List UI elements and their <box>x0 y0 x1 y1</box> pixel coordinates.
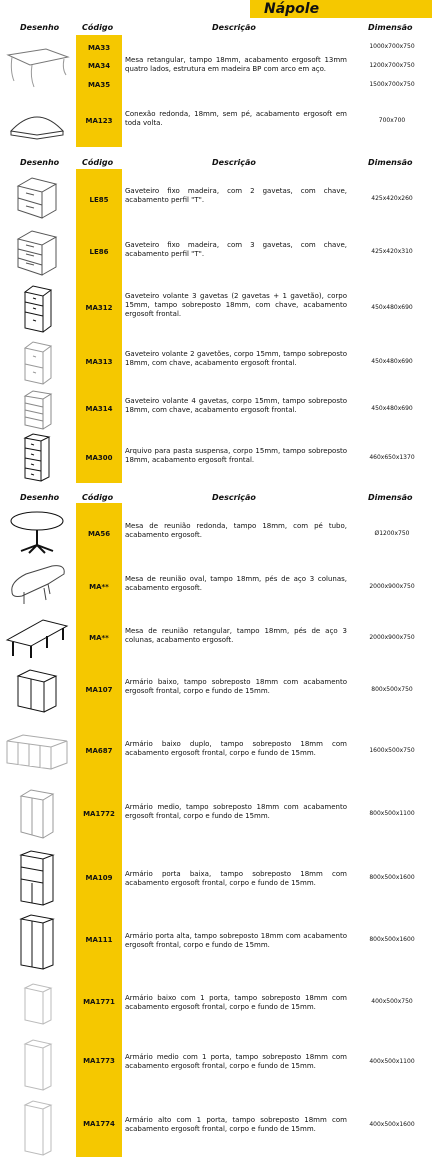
table-row <box>0 612 432 662</box>
table-row <box>0 172 432 224</box>
medium-cabinet-icon <box>2 786 72 842</box>
product-description: Armário porta alta, tampo sobreposto 18mm com acabamento ergosoft frontal, corpo e fundo de 15mm. <box>125 932 347 949</box>
table-row <box>0 912 432 972</box>
product-description: Mesa de reunião retangular, tampo 18mm, pés de aço 3 colunas, acabamento ergosoft. <box>125 627 347 644</box>
table-row <box>0 560 432 610</box>
mobile-pedestal-2-icon <box>2 340 72 386</box>
header-code: Código <box>82 23 114 32</box>
product-code: MA300 <box>85 454 113 462</box>
product-code: MA314 <box>85 405 113 413</box>
header-drawing: Desenho <box>20 158 60 167</box>
tall-cabinet-icon <box>2 912 72 972</box>
rectangular-desk-icon <box>2 40 72 92</box>
table-row <box>0 1034 432 1094</box>
header-description: Descrição <box>212 23 256 32</box>
table-row <box>0 664 432 718</box>
table-row <box>0 389 432 431</box>
product-code: MA109 <box>85 874 113 882</box>
product-code: LE85 <box>89 196 109 204</box>
product-description: Gaveteiro fixo madeira, com 3 gavetas, com chave, acabamento perfil "T". <box>125 241 347 258</box>
product-dimension: 800x500x750 <box>371 686 413 693</box>
oval-table-icon <box>2 562 72 608</box>
table-row <box>0 846 432 910</box>
product-dimension: 800x500x1100 <box>369 810 415 817</box>
product-code: MA313 <box>85 358 113 366</box>
product-code: MA** <box>89 583 109 591</box>
header-description: Descrição <box>212 158 256 167</box>
table-row <box>0 338 432 388</box>
product-dimension: 425x420x260 <box>371 195 413 202</box>
header-dimension: Dimensão <box>368 158 413 167</box>
product-description: Armário medio, tampo sobreposto 18mm com acabamento ergosoft frontal, corpo e fundo de 15mm. <box>125 803 347 820</box>
header-drawing: Desenho <box>20 493 60 502</box>
product-dimension: 1200x700x750 <box>369 62 415 69</box>
table-header <box>0 155 432 169</box>
product-description: Mesa de reunião oval, tampo 18mm, pés de aço 3 colunas, acabamento ergosoft. <box>125 575 347 592</box>
product-code: MA1771 <box>83 998 115 1006</box>
product-code: MA56 <box>87 530 111 538</box>
table-row <box>0 226 432 280</box>
product-dimension: 400x500x750 <box>371 998 413 1005</box>
product-dimension: 2000x900x750 <box>369 634 415 641</box>
header-code: Código <box>82 493 114 502</box>
product-dimension: 460x650x1370 <box>369 454 415 461</box>
product-dimension: 800x500x1600 <box>369 936 415 943</box>
product-description: Gaveteiro volante 4 gavetas, corpo 15mm, tampo sobreposto 18mm, com chave, acabamento ergosoft frontal. <box>125 397 347 414</box>
page-title: Nápole <box>250 0 432 18</box>
product-description: Armário medio com 1 porta, tampo sobreposto 18mm com acabamento ergosoft frontal, corpo e fundo de 15mm. <box>125 1053 347 1070</box>
product-dimension: 425x420x310 <box>371 248 413 255</box>
header-dimension: Dimensão <box>368 493 413 502</box>
table-row <box>0 432 432 482</box>
product-dimension: 450x480x690 <box>371 405 413 412</box>
product-dimension: 450x480x690 <box>371 304 413 311</box>
header-drawing: Desenho <box>20 23 60 32</box>
product-description: Armário baixo com 1 porta, tampo sobreposto 18mm com acabamento ergosoft frontal, corpo e fundo de 15mm. <box>125 994 347 1011</box>
double-low-cabinet-icon <box>2 724 72 778</box>
product-code: MA1772 <box>83 810 115 818</box>
product-dimension: 700x700 <box>378 117 406 124</box>
product-code: MA107 <box>85 686 113 694</box>
product-dimension: 400x500x1600 <box>369 1121 415 1128</box>
product-code: MA34 <box>87 62 111 70</box>
table-row <box>0 722 432 780</box>
header-description: Descrição <box>212 493 256 502</box>
product-description: Armário baixo duplo, tampo sobreposto 18mm com acabamento ergosoft frontal, corpo e fundo de 15mm. <box>125 740 347 757</box>
product-code: MA1773 <box>83 1057 115 1065</box>
table-header <box>0 490 432 504</box>
product-code: MA312 <box>85 304 113 312</box>
product-description: Armário alto com 1 porta, tampo sobreposto 18mm com acabamento ergosoft frontal, corpo e fundo de 15mm. <box>125 1116 347 1133</box>
product-description: Gaveteiro fixo madeira, com 2 gavetas, com chave, acabamento perfil "T". <box>125 187 347 204</box>
drawer-3-icon <box>2 228 72 278</box>
table-row <box>0 36 432 96</box>
product-dimension: 1000x700x750 <box>369 43 415 50</box>
table-row <box>0 976 432 1030</box>
mobile-pedestal-3-icon <box>2 284 72 334</box>
product-description: Gaveteiro volante 2 gavetões, corpo 15mm, tampo sobreposto 18mm, com chave, acabamento ergosoft frontal. <box>125 350 347 367</box>
corner-connector-icon <box>2 102 72 144</box>
product-dimension: Ø1200x750 <box>374 530 410 537</box>
product-code: MA** <box>89 634 109 642</box>
product-code: MA123 <box>85 117 113 125</box>
product-code: MA35 <box>87 81 111 89</box>
rect-meeting-table-icon <box>2 614 72 660</box>
table-row <box>0 282 432 336</box>
table-row <box>0 1098 432 1158</box>
header-code: Código <box>82 158 114 167</box>
medium-1door-cabinet-icon <box>2 1034 72 1094</box>
product-description: Armário porta baixa, tampo sobreposto 18mm com acabamento ergosoft frontal, corpo e fundo de 15mm. <box>125 870 347 887</box>
low-cabinet-icon <box>2 666 72 716</box>
product-description: Mesa de reunião redonda, tampo 18mm, com pé tubo, acabamento ergosoft. <box>125 522 347 539</box>
product-description: Arquivo para pasta suspensa, corpo 15mm, tampo sobreposto 18mm, acabamento ergosoft frontal. <box>125 447 347 464</box>
product-code: MA111 <box>85 936 113 944</box>
product-code: MA1774 <box>83 1120 115 1128</box>
product-code: MA687 <box>85 747 113 755</box>
product-code: MA33 <box>87 44 111 52</box>
low-1door-cabinet-icon <box>2 976 72 1030</box>
bookcase-cabinet-icon <box>2 848 72 908</box>
product-dimension: 400x500x1100 <box>369 1058 415 1065</box>
round-table-icon <box>2 508 72 556</box>
mobile-pedestal-4-icon <box>2 389 72 431</box>
product-description: Gaveteiro volante 3 gavetas (2 gavetas + 1 gavetão), corpo 15mm, tampo sobreposto 18mm, com chave, acabamento ergosoft frontal. <box>125 292 347 318</box>
product-description: Armário baixo, tampo sobreposto 18mm com acabamento ergosoft frontal, corpo e fundo de 15mm. <box>125 678 347 695</box>
table-header <box>0 20 432 34</box>
product-dimension: 1500x700x750 <box>369 81 415 88</box>
filing-cabinet-icon <box>2 432 72 482</box>
tall-1door-cabinet-icon <box>2 1098 72 1158</box>
header-dimension: Dimensão <box>368 23 413 32</box>
drawer-2-icon <box>2 174 72 222</box>
table-row <box>0 100 432 146</box>
product-code: LE86 <box>89 248 109 256</box>
table-row <box>0 784 432 844</box>
product-dimension: 1600x500x750 <box>369 747 415 754</box>
product-description: Conexão redonda, 18mm, sem pé, acabamento ergosoft em toda volta. <box>125 110 347 127</box>
product-dimension: 450x480x690 <box>371 358 413 365</box>
product-description: Mesa retangular, tampo 18mm, acabamento ergosoft 13mm quatro lados, estrutura em madeira BP com arco em aço. <box>125 56 347 73</box>
product-dimension: 800x500x1600 <box>369 874 415 881</box>
table-row <box>0 506 432 558</box>
product-dimension: 2000x900x750 <box>369 583 415 590</box>
